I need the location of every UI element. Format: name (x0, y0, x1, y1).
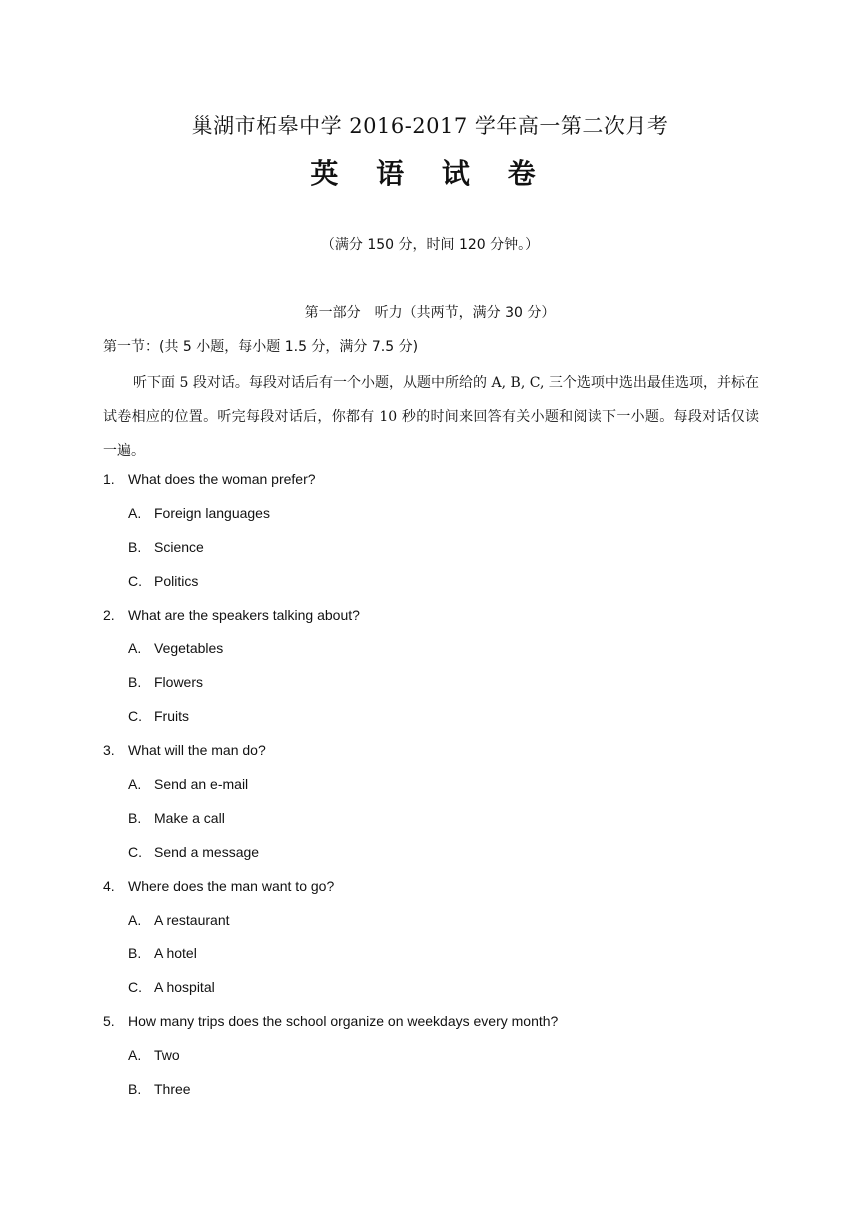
question-number: 2. (103, 606, 115, 623)
option-4b (103, 937, 783, 971)
option-2a (103, 632, 783, 666)
option-letter: B. (128, 945, 142, 962)
option-text: A restaurant (154, 911, 230, 928)
option-3a (103, 768, 783, 802)
question-2 (103, 599, 783, 633)
option-text: Two (154, 1047, 180, 1064)
option-text: Vegetables (154, 640, 224, 657)
option-text: Send an e-mail (154, 776, 249, 793)
option-letter: A. (128, 911, 142, 928)
option-1c (103, 565, 783, 599)
option-text: Science (154, 538, 204, 555)
question-text: What will the man do? (128, 742, 266, 759)
option-text: Three (154, 1081, 191, 1098)
option-letter: B. (128, 674, 142, 691)
question-text: How many trips does the school organize on weekdays every month? (128, 1013, 559, 1030)
option-letter: C. (128, 843, 142, 860)
question-5 (103, 1005, 783, 1039)
question-1 (103, 463, 783, 497)
option-1a (103, 497, 783, 531)
option-4a (103, 904, 783, 938)
option-letter: B. (128, 538, 142, 555)
question-4 (103, 870, 783, 904)
option-letter: B. (128, 1081, 142, 1098)
option-text: Fruits (154, 708, 189, 725)
option-letter: A. (128, 1047, 142, 1064)
part-one-heading: 第一部分 听力（共两节，满分 30 分） (304, 305, 556, 321)
option-text: Make a call (154, 809, 225, 826)
option-text: A hotel (154, 945, 197, 962)
question-number: 5. (103, 1013, 115, 1030)
question-text: Where does the man want to go? (128, 877, 335, 894)
score-time-note: （满分 150 分，时间 120 分钟。） (320, 237, 540, 253)
question-list (103, 463, 783, 1107)
section-one-heading: 第一节：(共 5 小题，每小题 1.5 分，满分 7.5 分) (103, 339, 419, 355)
question-number: 4. (103, 877, 115, 894)
exam-title: 巢湖市柘皋中学 2016-2017 学年高一第二次月考 (191, 114, 669, 138)
option-text: Politics (154, 572, 199, 589)
option-letter: C. (128, 708, 142, 725)
exam-subtitle: 英 语 试 卷 (310, 157, 550, 190)
option-letter: C. (128, 572, 142, 589)
option-4c (103, 971, 783, 1005)
question-number: 1. (103, 471, 115, 487)
question-number: 3. (103, 742, 115, 759)
listening-instructions: 听下面 5 段对话。每段对话后有一个小题，从题中所给的 A, B, C, 三个选项中选出最佳选项，并标在试卷相应的位置。听完每段对话后，你都有 10 秒的时间来回答有关小题和阅读下一小题。每段对话仅读一遍。 (103, 375, 759, 459)
option-letter: A. (128, 776, 142, 793)
option-letter: A. (128, 640, 142, 657)
option-letter: A. (128, 504, 142, 521)
question-text: What does the woman prefer? (128, 471, 316, 487)
option-3c (103, 836, 783, 870)
option-5a (103, 1039, 783, 1073)
option-text: Foreign languages (154, 504, 270, 521)
option-letter: C. (128, 979, 142, 996)
option-1b (103, 531, 783, 565)
question-3 (103, 734, 783, 768)
option-text: Send a message (154, 843, 260, 860)
option-2c (103, 700, 783, 734)
option-text: A hospital (154, 979, 215, 996)
option-letter: B. (128, 809, 142, 826)
option-2b (103, 666, 783, 700)
option-text: Flowers (154, 674, 204, 691)
option-5b (103, 1073, 783, 1107)
question-text: What are the speakers talking about? (128, 606, 360, 623)
option-3b (103, 802, 783, 836)
